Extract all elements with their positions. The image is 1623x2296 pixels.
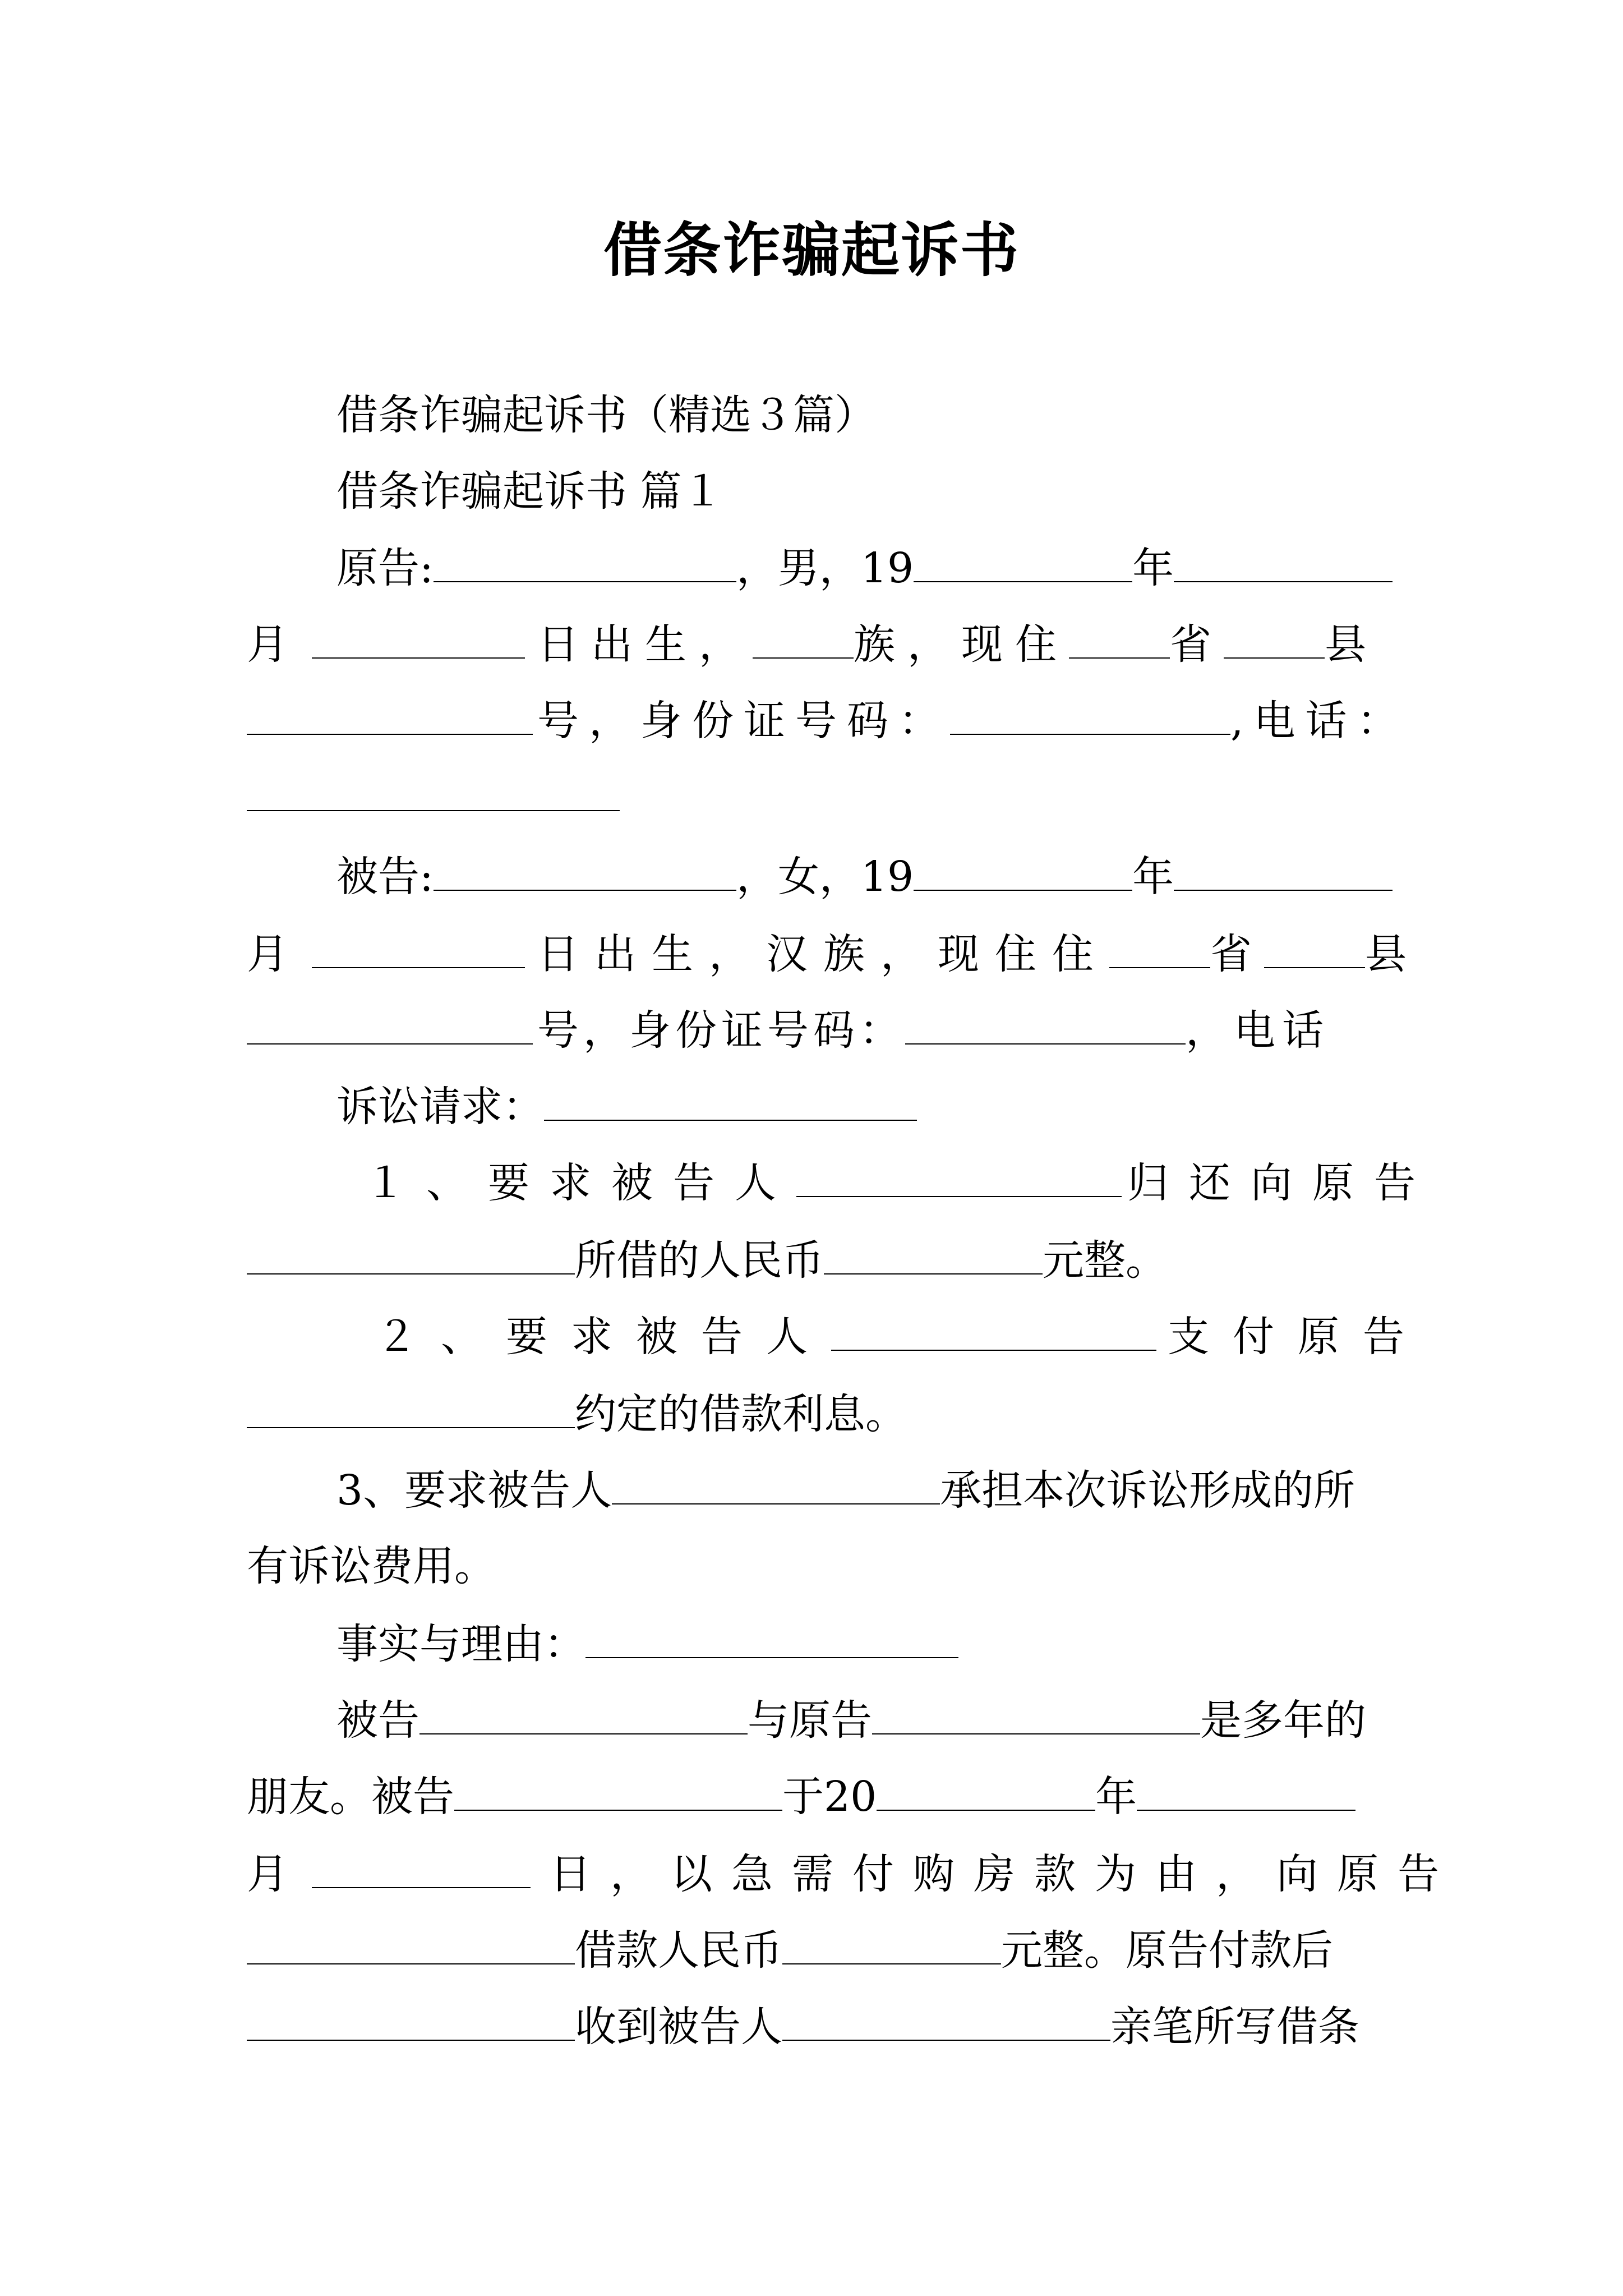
claim-3-line-2: [247, 1538, 496, 1594]
plaintiff-month: 月: [247, 620, 288, 669]
fact-4-text-a: 借款人民币: [575, 1926, 782, 1975]
defendant-phone: ，电话: [1186, 1006, 1330, 1055]
claim-3-text-a: 3、要求被告人: [336, 1466, 612, 1515]
plaintiff-year: 年: [1132, 544, 1174, 592]
blank: [831, 1308, 1156, 1351]
fact-2-text-a: 朋友。被告: [247, 1773, 454, 1821]
blank: [1174, 540, 1393, 582]
blank: [312, 616, 525, 659]
defendant-month: 月: [247, 930, 288, 978]
claim-1-text-a: １、要求被告人: [365, 1159, 796, 1207]
blank: [454, 1768, 782, 1811]
claim-2-text-a: ２、要求被告人: [376, 1313, 831, 1361]
claim-2-line-1: [376, 1308, 1428, 1364]
claim-1-line-1: [365, 1154, 1436, 1211]
facts-line: [336, 1616, 958, 1672]
defendant-line-2: [247, 926, 1407, 982]
blank: [905, 1002, 1186, 1045]
blank: [1224, 616, 1325, 659]
plaintiff-born: 日出生，: [537, 620, 753, 669]
claim-3-text-c: 有诉讼费用。: [247, 1542, 496, 1590]
blank: [796, 1154, 1122, 1197]
fact-line-4: [247, 1922, 1333, 1978]
blank: [544, 1078, 917, 1121]
document-title: 借条诈骗起诉书: [603, 215, 1020, 284]
blank: [434, 540, 736, 582]
plaintiff-id: 号，身份证号码：: [537, 697, 950, 745]
fact-line-1: [336, 1692, 1366, 1748]
blank: [312, 1846, 531, 1888]
blank: [247, 692, 533, 735]
fact-4-text-b: 元整。原告付款后: [1001, 1926, 1333, 1975]
claim-3-text-b: 承担本次诉讼形成的所: [940, 1466, 1355, 1515]
plaintiff-ethnic: 族，现住: [854, 620, 1069, 669]
fact-1-text-b: 与原告: [748, 1696, 872, 1745]
blank: [782, 1998, 1110, 2041]
fact-1-text-a: 被告: [336, 1696, 419, 1745]
facts-label: 事实与理由：: [336, 1620, 585, 1668]
plaintiff-line-3: [247, 692, 1409, 748]
fact-3-text-a: 月: [247, 1850, 288, 1898]
fact-line-3: [247, 1846, 1458, 1902]
fact-2-text-c: 年: [1095, 1773, 1137, 1821]
defendant-gender: ，女，19: [736, 853, 914, 901]
blank: [247, 1232, 575, 1274]
plaintiff-label: 原告:: [336, 544, 434, 592]
blank: [914, 540, 1132, 582]
claims-label: 诉讼请求：: [336, 1083, 544, 1131]
blank: [312, 926, 525, 968]
blank: [872, 1692, 1200, 1734]
section-heading: 借条诈骗起诉书 篇１: [336, 467, 723, 516]
blank: [247, 1386, 575, 1428]
defendant-year: 年: [1132, 853, 1174, 901]
blank: [434, 848, 736, 891]
blank: [877, 1768, 1095, 1811]
blank: [782, 1922, 1001, 1964]
fact-line-5: [247, 1998, 1359, 2054]
plaintiff-gender: ，男，19: [736, 544, 914, 592]
blank: [247, 1922, 575, 1964]
claims-line: [336, 1078, 917, 1134]
plaintiff-province: 省: [1170, 620, 1224, 669]
blank: [1264, 926, 1365, 968]
defendant-line-1: [336, 848, 1393, 904]
claim-1-text-c: 所借的人民币: [575, 1236, 824, 1285]
defendant-county: 县: [1365, 930, 1407, 978]
blank: [612, 1462, 940, 1504]
fact-5-text-a: 收到被告人: [575, 2003, 782, 2051]
fact-2-text-b: 于20: [782, 1773, 877, 1821]
plaintiff-line-2: [247, 616, 1366, 672]
plaintiff-line-1: [336, 540, 1393, 596]
blank: [824, 1232, 1043, 1274]
claim-1-line-2: [247, 1232, 1167, 1288]
blank: [1069, 616, 1170, 659]
defendant-label: 被告:: [336, 853, 434, 901]
blank: [1174, 848, 1393, 891]
blank: [753, 616, 854, 659]
blank: [585, 1616, 958, 1658]
claim-3-line-1: [336, 1462, 1355, 1518]
claim-1-text-b: 归还向原告: [1127, 1159, 1436, 1207]
defendant-born: 日出生，汉族，现住住: [537, 930, 1109, 978]
fact-5-text-b: 亲笔所写借条: [1110, 2003, 1359, 2051]
defendant-province: 省: [1210, 930, 1264, 978]
blank: [950, 692, 1230, 735]
fact-line-2: [247, 1768, 1355, 1824]
plaintiff-county: 县: [1325, 620, 1366, 669]
defendant-id: 号，身份证号码：: [537, 1006, 905, 1055]
defendant-line-3: [247, 1002, 1330, 1058]
blank: [247, 769, 620, 811]
plaintiff-phone: ,电话：: [1230, 697, 1409, 745]
fact-3-text-b: 日，以急需付购房款为由，向原告: [550, 1850, 1458, 1898]
blank: [247, 1998, 575, 2041]
claim-2-line-2: [247, 1386, 907, 1442]
blank: [419, 1692, 748, 1734]
claim-2-text-b: 支付原告: [1168, 1313, 1428, 1361]
blank: [1137, 1768, 1355, 1811]
blank: [247, 1002, 533, 1045]
claim-1-text-d: 元整。: [1043, 1236, 1167, 1285]
blank: [914, 848, 1132, 891]
plaintiff-line-4: [247, 769, 620, 825]
fact-1-text-c: 是多年的: [1200, 1696, 1366, 1745]
claim-2-text-c: 约定的借款利息。: [575, 1390, 907, 1438]
document-subtitle: 借条诈骗起诉书（精选３篇）: [336, 391, 876, 439]
blank: [1109, 926, 1210, 968]
